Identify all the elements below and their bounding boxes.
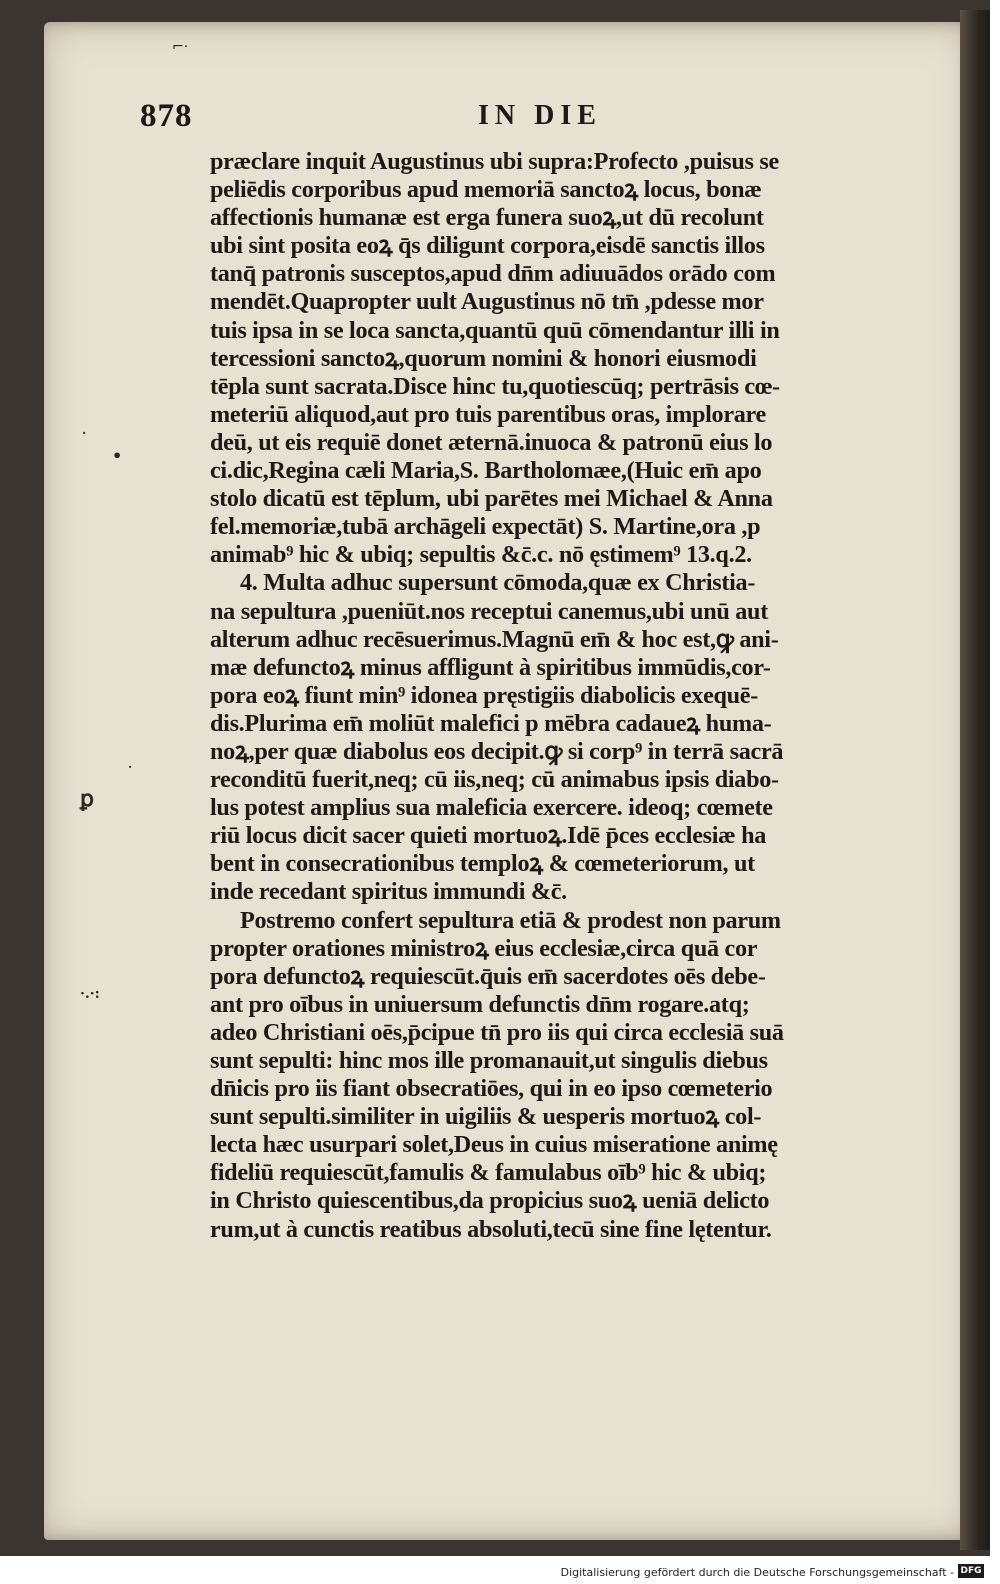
text-line: dis.Plurima em̄ moliūt malefici p mēbra cadaueꝝ huma- [210,709,772,737]
text-line: præclare inquit Augustinus ubi supra:Profecto ,puisus se [210,148,779,175]
text-line: ant pro oībus in uniuersum defunctis dn̄m rogare.atq; [210,990,750,1018]
text-line: mæ defunctoꝝ minus affligunt à spiritibus immūdis,cor- [210,653,771,681]
text-line: na sepultura ,pueniūt.nos receptui canemus,ubi unū aut [210,597,768,625]
text-line: bent in consecrationibus temploꝝ & cœmeteriorum, ut [210,850,755,878]
text-line: tanq̄ patronis susceptos,apud dn̄m adiuuādos orādo com [210,260,776,288]
text-line: fel.memoriæ,tubā archāgeli expectāt) S. Martine,ora ,p [210,513,761,541]
margin-mark-icon: ꝑ [80,786,94,812]
text-line: dn̄icis pro iis fiant obsecratiōes, qui in eo ipso cœmeterio [210,1075,773,1103]
text-line-paragraph: Postremo confert sepultura etiā & prodest non parum [240,906,781,934]
text-line: riū locus dicit sacer quieti mortuoꝝ.Idē p̄ces ecclesiæ ha [210,822,767,850]
text-line: sunt sepulti: hinc mos ille promanauit,ut singulis diebus [210,1047,768,1074]
text-line: peliēdis corporibus apud memoriā sanctoꝝ locus, bonæ [210,176,762,204]
footer-credit: Digitalisierung gefördert durch die Deutsche Forschungsgemeinschaft - [560,1566,954,1579]
margin-mark-icon: · [82,426,87,440]
text-line: lecta hæc usurpari solet,Deus in cuius miseratione animę [210,1131,778,1159]
text-line: meteriū aliquod,aut pro tuis parentibus oras, implorare [210,400,766,428]
text-line: affectionis humanæ est erga funera suoꝝ,ut dū recolunt [210,204,764,232]
text-line: stolo dicatū est tēplum, ubi parētes mei Michael & Anna [210,485,773,513]
text-line: reconditū fuerit,neq; cū iis,neq; cū animabus ipsis diabo- [210,766,779,794]
margin-mark-icon: • [112,446,123,465]
text-line: tercessioni sanctoꝝ,quorum nomini & honori eiusmodi [210,344,757,372]
text-line: lus potest amplius sua maleficia exercere. ideoq; cœmete [210,794,773,822]
text-line: ubi sint posita eoꝝ q̄s diligunt corpora,eisdē sanctis illos [210,232,765,260]
text-line: in Christo quiescentibus,da propicius suoꝝ ueniā delicto [210,1187,770,1215]
text-line-numbered: 4. Multa adhuc supersunt cōmoda,quæ ex Christia- [240,569,756,597]
text-line: rum,ut à cunctis reatibus absoluti,tecū sine fine lętentur. [210,1215,772,1243]
text-line: sunt sepulti.similiter in uigiliis & uesperis mortuoꝝ col- [210,1103,762,1131]
book-spine [960,10,990,1550]
body-text [210,148,910,1244]
margin-mark-icon: · [128,760,133,774]
text-line: mendēt.Quapropter uult Augustinus nō tm̄ ,pdesse mor [210,288,764,316]
text-line: tuis ipsa in se loca sancta,quantū quū cōmendantur illi in [210,316,780,344]
running-head: IN DIE [478,100,602,131]
text-line: ci.dic,Regina cæli Maria,S. Bartholomæe,(Huic em̄ apo [210,457,762,485]
margin-mark-icon: ·.·: [80,986,100,1002]
text-line: pora defunctoꝝ requiescūt.q̄uis em̄ sacerdotes oēs debe- [210,962,766,990]
text-line: animab⁹ hic & ubiq; sepultis &c̄.c. nō ęstimem⁹ 13.q.2. [210,541,752,569]
text-line: pora eoꝝ fiunt min⁹ idonea pręstigiis diabolicis exequē- [210,681,759,709]
page-mark-icon: ⌐· [172,39,189,55]
text-line: noꝝ,per quæ diabolus eos decipit.ꝙ si corp⁹ in terrā sacrā [210,737,784,765]
text-line: adeo Christiani oēs,p̄cipue tn̄ pro iis qui circa ecclesiā suā [210,1018,784,1046]
text-line: deū, ut eis requiē donet æternā.inuoca & patronū eius lo [210,428,773,456]
text-line: tēpla sunt sacrata.Disce hinc tu,quotiescūq; pertrāsis cœ- [210,372,780,400]
page-number: 878 [140,98,193,134]
text-line: alterum adhuc recēsuerimus.Magnū em̄ & hoc est,ꝙ ani- [210,625,779,653]
text-line: propter orationes ministroꝝ eius ecclesiæ,circa quā cor [210,934,758,962]
dfg-logo: DFG [958,1564,984,1578]
text-line: inde recedant spiritus immundi &c̄. [210,878,567,906]
text-line: fideliū requiescūt,famulis & famulabus oīb⁹ hic & ubiq; [210,1159,767,1187]
